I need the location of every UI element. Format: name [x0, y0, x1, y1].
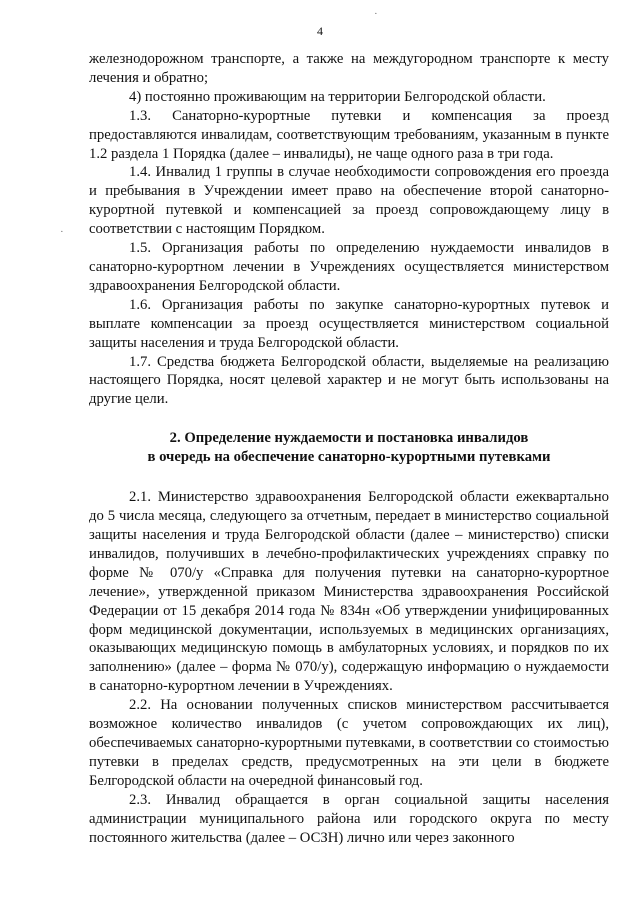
- paragraph: 1.6. Организация работы по закупке санаторно-курортных путевок и выплате компенсации за проезд осуществляется министерством социальной защиты населения и труда Белгородской области.: [89, 296, 609, 351]
- section-heading-line: 2. Определение нуждаемости и постановка инвалидов: [169, 430, 529, 447]
- paragraph: 1.3. Санаторно-курортные путевки и компенсация за проезд предоставляются инвалидам, соответствующим требованиям, указанным в пункте 1.2 раздела 1 Порядка (далее – инвалиды), не чаще одного раза в три года.: [89, 107, 609, 162]
- paragraph: 2.2. На основании полученных списков министерством рассчитывается возможное количество инвалидов (с учетом сопровождающих их лиц), обеспечиваемых санаторно-курортными путевками, в соответствии со стоимостью путевки в пределах средств, предусмотренных на эти цели в бюджете Белгородской области на очередной финансовый год.: [89, 697, 609, 789]
- scan-mark: ·: [60, 226, 64, 238]
- paragraph: 4) постоянно проживающим на территории Белгородской области.: [129, 88, 546, 105]
- scan-mark: ·: [374, 8, 378, 20]
- section-heading: [89, 429, 609, 467]
- section-heading-line: в очередь на обеспечение санаторно-курортными путевками: [147, 449, 551, 466]
- paragraph: 1.5. Организация работы по определению нуждаемости инвалидов в санаторно-курортном лечении в Учреждениях осуществляется министерством здравоохранения Белгородской области.: [89, 240, 609, 294]
- paragraph: 1.4. Инвалид 1 группы в случае необходимости сопровождения его проезда и пребывания в Учреждении имеет право на обеспечение второй санаторно-курортной путевкой и компенсацией за проезд сопровождающему лицу в соответствии с настоящим Порядком.: [89, 164, 609, 238]
- paragraph: 2.3. Инвалид обращается в орган социальной защиты населения администрации муниципального района или городского округа по месту постоянного жительства (далее – ОСЗН) лично или через законного: [89, 791, 609, 846]
- paragraph: 1.7. Средства бюджета Белгородской области, выделяемые на реализацию настоящего Порядка, носят целевой характер и не могут быть использованы на другие цели.: [89, 353, 609, 408]
- document-body: [89, 50, 609, 847]
- paragraph: 2.1. Министерство здравоохранения Белгородской области ежеквартально до 5 числа месяца, следующего за отчетным, передает в министерство социальной защиты населения и труда Белгородской области (далее – министерство) списки инвалидов, получивших в лечебно-профилактических учреждениях справку по форме № 070/у «Справка для получения путевки на санаторно-курортное лечение», утвержденной приказом Министерства здравоохранения Российской Федерации от 15 декабря 2014 года № 834н «Об утверждении унифицированных форм медицинской документации, используемых в медицинских организациях, оказывающих медицинскую помощь в амбулаторных условиях, и порядков по их заполнению» (далее – форма № 070/у), содержащую информацию о нуждаемости в санаторно-курортном лечении в Учреждениях.: [89, 489, 609, 695]
- paragraph: железнодорожном транспорте, а также на междугородном транспорте к месту лечения и обратно;: [89, 51, 609, 86]
- page-number: 4: [317, 24, 323, 38]
